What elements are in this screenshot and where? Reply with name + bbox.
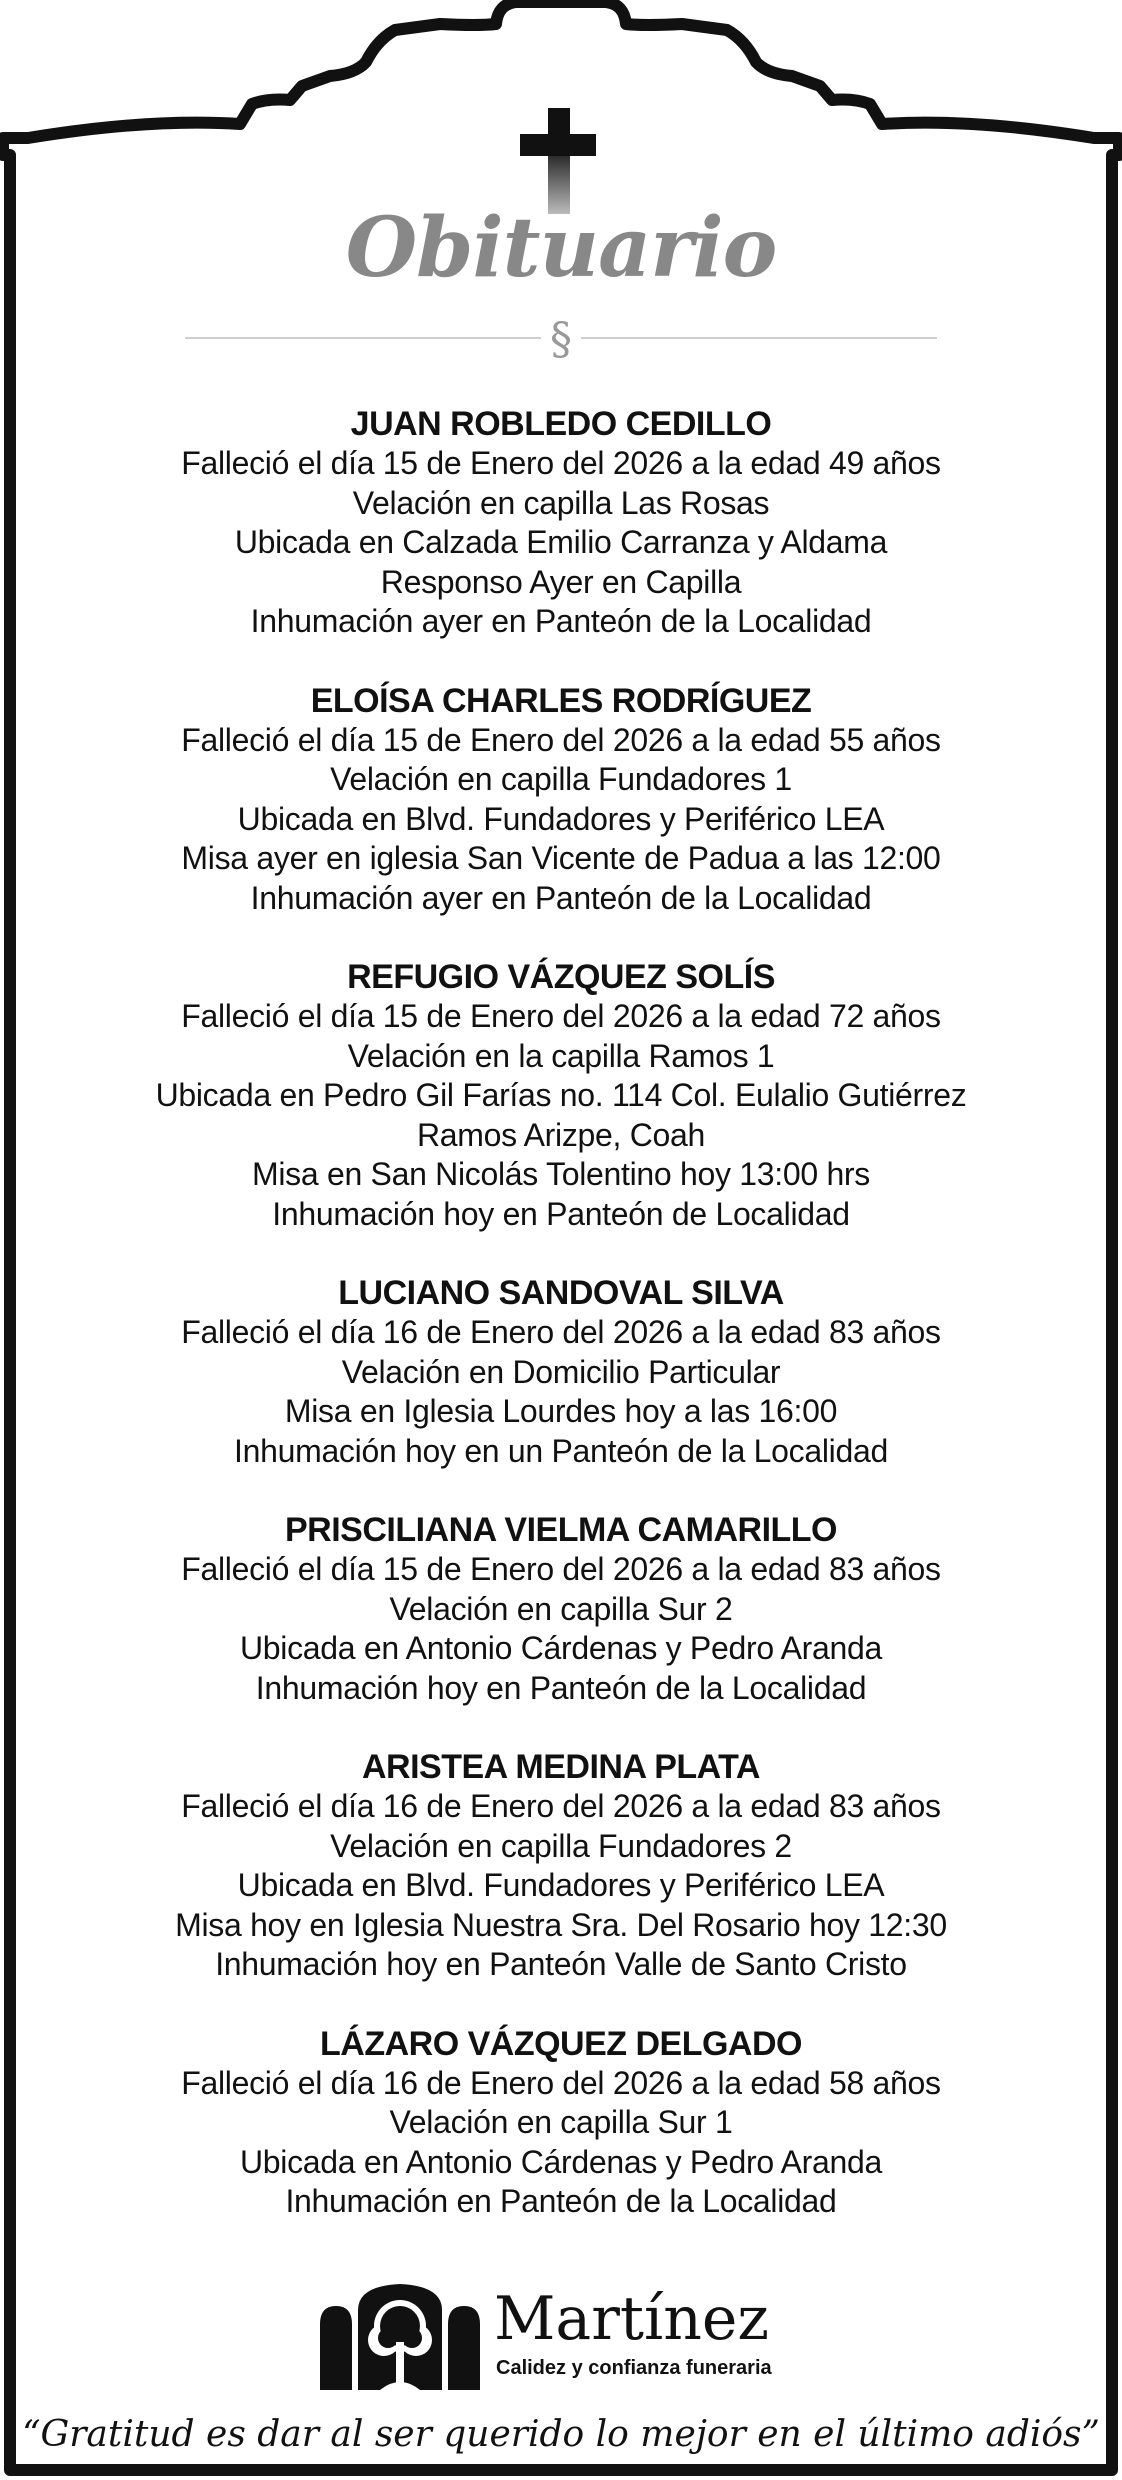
- deceased-name: JUAN ROBLEDO CEDILLO: [350, 405, 772, 443]
- martinez-logo: [318, 2282, 798, 2392]
- obituary-detail-line: Velación en Domicilio Particular: [341, 1353, 781, 1390]
- obituary-list: [60, 405, 1062, 2262]
- obituary-detail-line: Misa hoy en Iglesia Nuestra Sra. Del Rosario hoy 12:30: [175, 1906, 947, 1943]
- obituary-detail-line: Falleció el día 16 de Enero del 2026 a la edad 83 años: [181, 1314, 941, 1350]
- obituary-detail-line: Ubicada en Antonio Cárdenas y Pedro Aranda: [239, 1630, 883, 1666]
- obituary-detail-line: Ramos Arizpe, Coah: [416, 1116, 706, 1153]
- brand-tagline: Calidez y confianza funeraria: [496, 2357, 772, 2379]
- obituary-detail-line: Ubicada en Calzada Emilio Carranza y Aldama: [234, 524, 888, 560]
- obituary-detail-line: Inhumación hoy en Panteón de Localidad: [272, 1195, 850, 1232]
- obituary-entry: [60, 682, 1062, 919]
- obituary-entry: [60, 958, 1062, 1234]
- obituary-entry: [60, 2025, 1062, 2222]
- obituary-detail-line: Falleció el día 16 de Enero del 2026 a la edad 58 años: [181, 2064, 941, 2101]
- obituary-detail-line: Velación en capilla Sur 1: [389, 2104, 733, 2140]
- obituary-detail-line: Velación en capilla Fundadores 1: [330, 761, 792, 797]
- obituary-detail-line: Inhumación hoy en Panteón Valle de Santo Cristo: [215, 1946, 907, 1982]
- obituary-detail-line: Inhumación en Panteón de la Localidad: [285, 2183, 837, 2219]
- obituary-detail-line: Velación en capilla Las Rosas: [352, 484, 770, 521]
- cross-icon: [520, 108, 596, 214]
- cross-vertical-bar: [548, 108, 570, 214]
- deceased-name: PRISCILIANA VIELMA CAMARILLO: [284, 1511, 837, 1549]
- flourish-icon: §: [541, 312, 581, 368]
- obituary-detail-line: Velación en la capilla Ramos 1: [347, 1037, 775, 1074]
- obituary-detail-line: Velación en capilla Sur 2: [389, 1590, 733, 1627]
- obituary-detail-line: Misa ayer en iglesia San Vicente de Padua a las 12:00: [181, 840, 941, 876]
- obituary-detail-line: Falleció el día 15 de Enero del 2026 a la edad 72 años: [181, 998, 941, 1034]
- obituary-detail-line: Falleció el día 15 de Enero del 2026 a la edad 83 años: [181, 1551, 941, 1587]
- obituary-detail-line: Ubicada en Antonio Cárdenas y Pedro Aranda: [239, 2143, 883, 2180]
- obituary-entry: [60, 1748, 1062, 1985]
- chapel-arches-tree-icon: [318, 2282, 482, 2392]
- deceased-name: LÁZARO VÁZQUEZ DELGADO: [320, 2024, 802, 2063]
- obituary-detail-line: Inhumación ayer en Panteón de la Localidad: [250, 879, 872, 916]
- obituary-entry: [60, 1274, 1062, 1471]
- obituary-detail-line: Misa en San Nicolás Tolentino hoy 13:00 hrs: [252, 1156, 870, 1192]
- cross-horizontal-bar: [520, 134, 596, 156]
- footer-quote: “Gratitud es dar al ser querido lo mejor en el último adiós”: [22, 2414, 1100, 2455]
- obituary-detail-line: Misa en Iglesia Lourdes hoy a las 16:00: [284, 1393, 838, 1429]
- obituary-detail-line: Falleció el día 15 de Enero del 2026 a la edad 49 años: [181, 445, 941, 481]
- deceased-name: ELOÍSA CHARLES RODRÍGUEZ: [310, 681, 812, 720]
- deceased-name: LUCIANO SANDOVAL SILVA: [338, 1274, 784, 1312]
- deceased-name: REFUGIO VÁZQUEZ SOLÍS: [347, 958, 775, 996]
- obituary-detail-line: Inhumación hoy en Panteón de la Localidad: [255, 1669, 867, 1706]
- obituary-detail-line: Responso Ayer en Capilla: [380, 563, 742, 600]
- obituary-detail-line: Ubicada en Blvd. Fundadores y Periférico LEA: [237, 800, 885, 837]
- obituary-entry: [60, 405, 1062, 642]
- obituary-detail-line: Inhumación ayer en Panteón de la Localidad: [250, 603, 872, 639]
- obituary-detail-line: Inhumación hoy en un Panteón de la Localidad: [234, 1432, 888, 1469]
- obituary-detail-line: Falleció el día 15 de Enero del 2026 a la edad 55 años: [181, 721, 941, 758]
- obituary-detail-line: Velación en capilla Fundadores 2: [330, 1827, 792, 1864]
- brand-name: Martínez: [494, 2284, 769, 2354]
- page-title: Obituario: [345, 200, 777, 296]
- obituary-detail-line: Falleció el día 16 de Enero del 2026 a la edad 83 años: [181, 1788, 941, 1824]
- obituary-entry: [60, 1511, 1062, 1708]
- obituary-detail-line: Ubicada en Pedro Gil Farías no. 114 Col. Eulalio Gutiérrez: [155, 1077, 967, 1113]
- deceased-name: ARISTEA MEDINA PLATA: [362, 1748, 760, 1786]
- obituary-detail-line: Ubicada en Blvd. Fundadores y Periférico LEA: [237, 1867, 885, 1903]
